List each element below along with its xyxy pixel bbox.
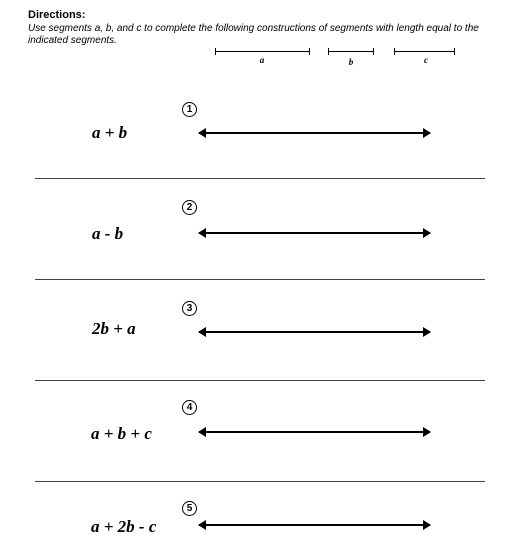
- problem-2-expression: a - b: [92, 224, 124, 243]
- problem-4-construction-line: [199, 431, 430, 433]
- divider-4: [35, 481, 485, 482]
- problem-5-expression: a + 2b - c: [91, 517, 157, 536]
- problem-2-construction-line: [199, 232, 430, 234]
- divider-1: [35, 178, 485, 179]
- problem-4-number: 4: [182, 400, 197, 415]
- segment-a-label: a: [259, 55, 265, 65]
- problem-1-number: 1: [182, 102, 197, 117]
- problem-3-number: 3: [182, 301, 197, 316]
- segment-a: [215, 51, 310, 52]
- divider-3: [35, 380, 485, 381]
- problem-5-construction-line: [199, 524, 430, 526]
- problem-4-expression: a + b + c: [91, 424, 152, 443]
- problem-1-construction-line: [199, 132, 430, 134]
- segment-c-label: c: [424, 55, 428, 65]
- directions-title: Directions:: [28, 9, 86, 21]
- directions-text: Use segments a, b, and c to complete the following constructions of segments with length equal to the indicated segments.: [28, 23, 479, 46]
- divider-2: [35, 279, 485, 280]
- problem-2-number: 2: [182, 200, 197, 215]
- segment-b: [328, 51, 374, 52]
- problem-3-expression: 2b + a: [92, 319, 136, 338]
- segment-c: [394, 51, 455, 52]
- problem-3-construction-line: [199, 331, 430, 333]
- segment-b-label: b: [348, 57, 354, 67]
- problem-5-number: 5: [182, 501, 197, 516]
- problem-1-expression: a + b: [92, 123, 128, 142]
